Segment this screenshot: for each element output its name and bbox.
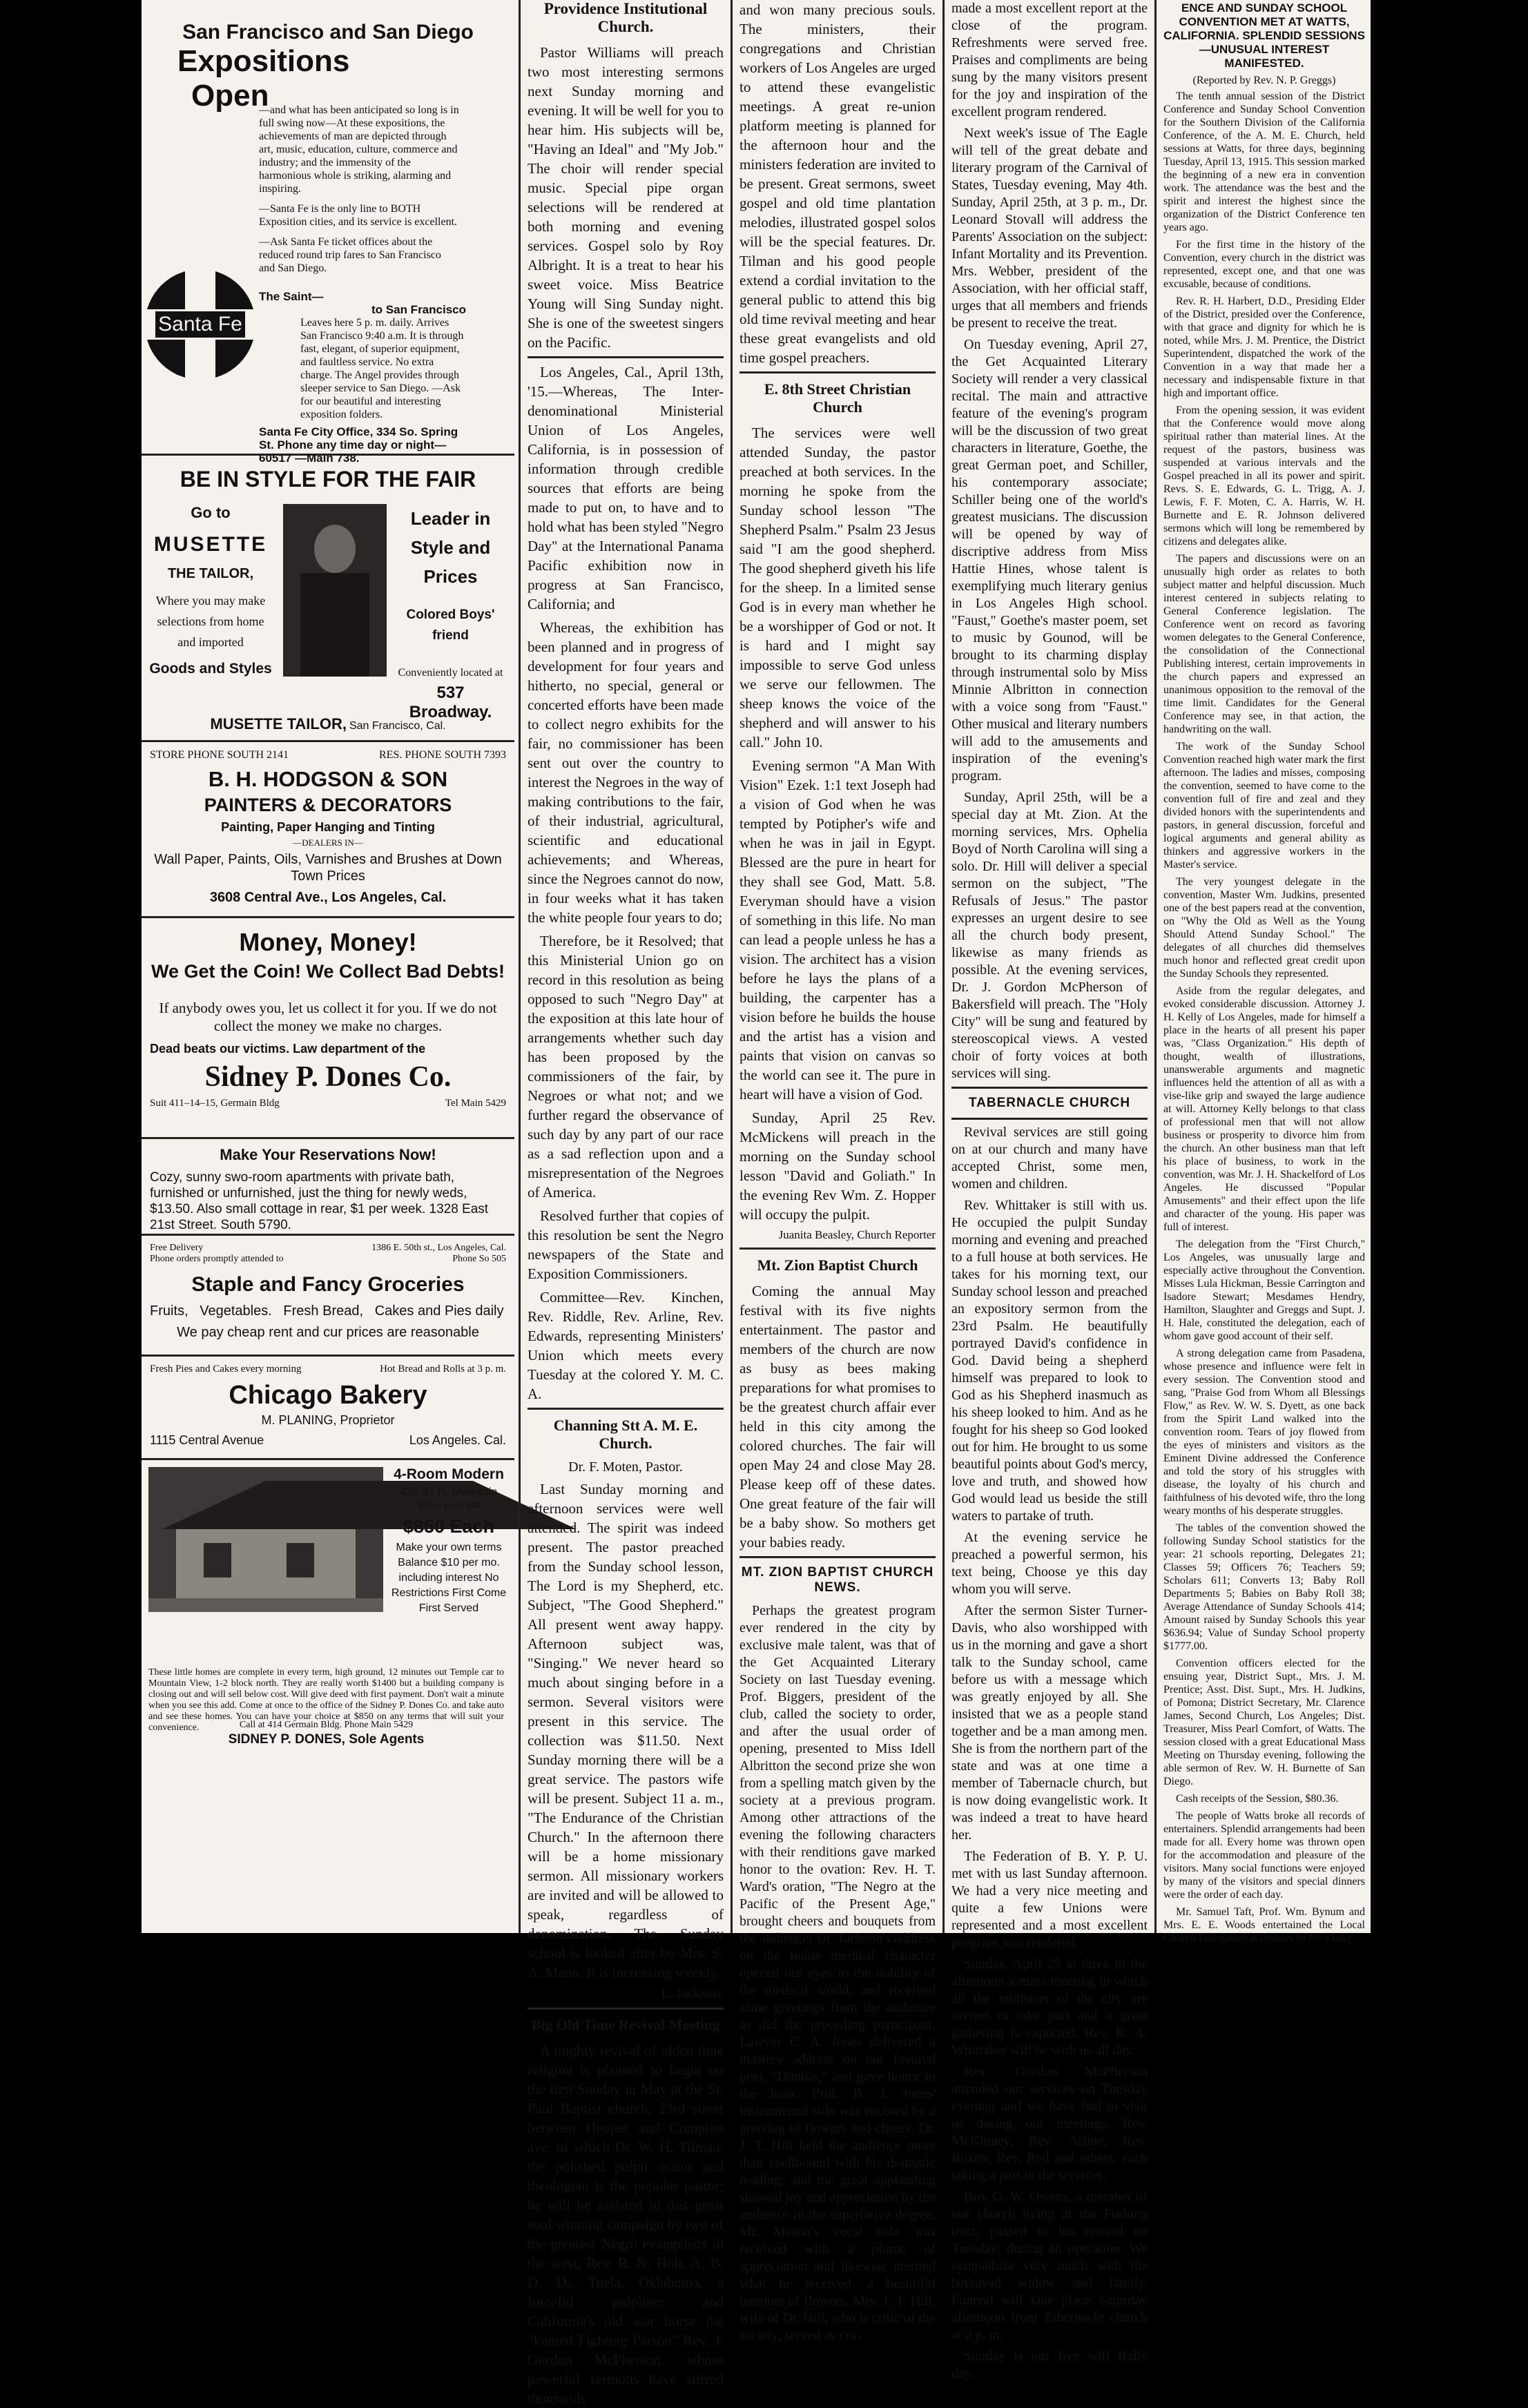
article-body: Resolved further that copies of this resolution be sent the Negro newspapers of the State and Exposition Commissioners. <box>528 1207 724 1282</box>
homes-details: 4-Room Modern 435-37 N. Mountain View avenue $850 Each Make your own terms Balance $10 per mo. including interest No Restrictions First Come First Served <box>391 1466 507 1614</box>
ad-headline-open: Open <box>191 79 269 113</box>
ad-headline: BE IN STYLE FOR THE FAIR <box>180 467 476 492</box>
santa-fe-expositions-ad <box>142 0 514 465</box>
pastor-line: Dr. F. Moten, Pastor. <box>568 1459 683 1475</box>
divider <box>528 1408 724 1410</box>
ad-headline: Chicago Bakery <box>229 1381 427 1410</box>
musette-tailor-ad <box>142 456 514 742</box>
column-3 <box>737 0 938 2343</box>
ad-phones: STORE PHONE SOUTH 2141 RES. PHONE SOUTH 7393 <box>150 749 506 761</box>
article-body: The services were well attended Sunday, the pastor preached at both services. In the morning he spoke from the Sunday school lesson "The Shepherd Psalm." Psalm 23 Jesus said "I am the good shepherd. The good shepherd giveth his life for the sheep. In a limited sense God is in every man whether he be a worshipper of God or not. It is hard and I might say impossible to serve God unless we serve our fellowmen. The sheep knows the voice of the shepherd and will answer to his call." John 10. <box>739 425 936 750</box>
article-body: Pastor Williams will preach two most interesting sermons next Sunday morning and evening. It will be well for you to hear him. His subjects will be, "Having an Ideal" and "My Job." The choir will render special music. Special pipe organ selections will be rendered at both morning and evening services. Gospel solo by Roy Albright. It is a treat to hear his sweet voice. Miss Beatrice Young will Sing Sunday night. She is one of the sweetest singers on the Pacific. <box>528 44 724 351</box>
groceries-ad: Free Delivery 1386 E. 50th st., Los Angeles, Cal. Phone orders promptly attended to Phone So 505 Staple and Fancy Groceries Fruits, Vegetables. Fresh Bread, Cakes and Pies daily We pay cheap rent and cur prices are reasonable <box>142 1236 514 1357</box>
newspaper-page <box>142 0 1371 2407</box>
article-body: Evening sermon "A Man With Vision" Ezek. 1:1 text Joseph had a vision of God when he was tempted by Potipher's wife and when he was in jail in Egypt. Blessed are the pure in heart for they shall see God, Matt. 5.8. Everyman should have a vision of something in this life. No man can lead a people unless he has a vision. The architect has a vision before he lays the plans of a building, the carpenter has a vision before he builds the house and the artist has a vision and paints that vision on canvas so the world can see it. The pure in heart will have a vision of God. <box>739 757 936 1103</box>
article-body: A strong delegation came from Pasadena, whose presence and influence were felt in every session. The Convention stood and sang, "Praise God from Whom all Blessings Flow," as Rev. W. W. S. Dyett, as one back from the Spirit Land walked into the convention room. Tears of joy flowed from the eyes of ministers and visitors as the Eminent Divine addressed the Conference and told the story of his struggles with disease, the loyalty of his church and faithfulness of his devoted wife, thro the long weary months of his desperate struggles. <box>1163 1348 1365 1517</box>
article-body: The papers and discussions were on an unusually high order as relates to both subject matter and helpful discussion. Much interest centered in subjects relating to General Conference legislation. The Conference went on record as favoring women delegates to the General Conference, the consolidation of the Connectional Publishing interest, certain improvements in the church papers and expressed an unanimous opposition to the removal of the time limit. Candidates for the General Conference may see, in that action, the handwriting on the wall. <box>1163 553 1365 735</box>
article-body: After the sermon Sister Turner-Davis, who also worshipped with us in the morning and gave a short talk to the Sunday school, came before us with a message which was greatly enjoyed by all. She insisted that we as a people stand together and be a man among men. She is from the northern part of the state and was at one time a member of Tabernacle church, but is now doing evangelistic work. It was indeed a treat to have heard her. <box>951 1603 1148 1843</box>
article-body: Whereas, the exhibition has been planned and in progress of development for four years and hitherto, no special, general or concerted efforts have been made to collect negro exhibits for the fair, no commissioner has been sent out over the country to interest the Negroes in the way of making contributions to the fair, of their industrial, agricultural, scientific and educational achievements; and Whereas, since the Negroes cannot do now, in four weeks what it has taken the white people four years to do; <box>528 619 724 926</box>
divider <box>739 371 936 373</box>
article-signature: Juanita Beasley, Church Reporter <box>778 1228 936 1241</box>
ad-headline: B. H. HODGSON & SON <box>208 767 448 791</box>
ad-body-expositions: —and what has been anticipated so long is in full swing now—At these expositions, the achievements of man are depicted through art, music, education, culture, commerce and industry; and the immensity of the harmonious whole is striking, alarming and inspiring. —Santa Fe is the only line to BOTH Exposition cities, and its service is excellent. —Ask Santa Fe ticket offices about the reduced round trip fares to San Francisco and San Diego. <box>259 104 459 274</box>
article-signature: L. Jackson. <box>661 1986 724 2001</box>
ad-headline: San Francisco and San Diego <box>182 21 474 43</box>
article-body: The Federation of B. Y. P. U. met with us last Sunday afternoon. We had a very nice meeting and quite a few Unions were represented and a most excellent program was rendered. <box>951 1849 1148 1950</box>
ad-headline: Make Your Reservations Now! <box>220 1146 436 1163</box>
article-body: For the first time in the history of the Convention, every church in the district was represented, except one, and that one was excusable, because of conditions. <box>1163 239 1365 290</box>
headline-mt-zion-church: Mt. Zion Baptist Church <box>757 1256 918 1274</box>
article-body: On Tuesday evening, April 27, the Get Acquainted Literary Society will render a very classical recital. The main and attractive feature of the evening's program will be the discussion of two great characters in literature, Goethe, the great German poet, and Schiller, his contemporary associate; Schiller being one of the world's greatest musicians. The discussion will be opened by way of discriptive address from Miss Hattie Hines, whose talent is exemplifying much literary genius in Los Angeles High school. "Faust," Goethe's master poem, set to music by Gounod, will be brought to its charming display through instrumental solo by Miss Minnie Albritton in connection with a voice song from "Faust." Other musical and literary numbers will add to the amusements and inspiration of the evening's program. <box>951 337 1148 784</box>
ad-saint-train: The Saint— to San Francisco Leaves here 5 p. m. daily. Arrives San Francisco 9:40 a.m. It is through fast, elegant, of superior equipment, and faultless service. No extra charge. The Angel provides through sleeper service to San Diego. —Ask for our beautiful and interesting exposition folders. Santa Fe City Office, 334 So. Spring St. Phone any time day or night—60517 —Main 738. <box>259 290 466 465</box>
article-body: Next week's issue of The Eagle will tell of the great debate and literary program of the Carnival of States, Tuesday evening, May 4th. Sunday, April 25th, at 3 p. m., Dr. Leonard Stovall will address the Parents' Association on the subject: Infant Mortality and its Prevention. Mrs. Webber, president of the Association, with her official staff, urges that all members and friends be present to receive the treat. <box>951 126 1148 331</box>
article-body: At the evening service he preached a powerful sermon, his text being, Choose ye this day whom you will serve. <box>951 1530 1148 1597</box>
article-body: A mighty revival of olden time religion is planned to begin on the first Sunday in May at the St. Paul Baptist church, 23rd street between Hooper and Compton ave. of which Dr. W. H. Tilman, the polished pulpit orator and theologian is the popular pastor; he will be assisted in this great soul winning campaign by two of the greatest Negro evangelists in the west, Rev. R. N. Holt, A. B. D. D., Tuela, Oklahoma, a forceful pulpiteer and California's old war horse the "Famed Fighting Parson" Rev. J. Gordon McPherson, whose powerful sermons have stirred thousands <box>528 2042 724 2407</box>
dones-collections-ad: Money, Money! We Get the Coin! We Collect Bad Debts! If anybody owes you, let us collect it for you. If we do not collect the money we make no charges. Dead beats our victims. Law department of the Sidney P. Dones Co. Suit 411–14–15, Germain Bldg Tel Main 5429 <box>142 918 514 1139</box>
headline-e8th-church: E. 8th Street Christian Church <box>764 380 911 416</box>
article-body: Therefore, be it Resolved; that this Ministerial Union go on record in this resolution as being opposed to such "Negro Day" at the exposition at this late hour of arrangements whether such day has been proposed by the commissioners of the fair, by Negroes or what not; and we further regard the observance of such day by any part of our race as a sad reflection upon and a misrepresentation of the Negroes of America. <box>528 933 724 1201</box>
article-body: The work of the Sunday School Convention reached high water mark the first afternoon. The ladies and misses, composing the convention, seemed to have come to the convention full of fire and zeal and they divided honors with the superintendents and pastors, in general discussion, forceful and logical arguments and general ability as thinkers and aggressive workers in the Master's service. <box>1163 741 1365 871</box>
headline-channing-church: Channing Stt A. M. E. Church. <box>553 1417 698 1452</box>
divider <box>951 1087 1148 1089</box>
article-body: Last Sunday morning and afternoon services were well attended. The spirit was indeed present. The pastor preached from the Sunday school lesson, The Lord is my Shepherd, etc. Subject, "The Good Shepherd." All present went away happy. Afternoon subject was, "Singing." We never heard so much about singing before in a sermon. Several visitors were present in this service. The collection was $11.50. Next Sunday morning there will be a great service. The pastors wife will be present. Subject 11 a. m., "The Endurance of the Christian Church." In the afternoon there will be a home missionary sermon. All missionary workers are invited and will be allowed to speak, regardless of denomination. The Sunday school is looked after by Mrs. S. A. Mann. It is increasing weekly. <box>528 1481 724 1981</box>
column-2 <box>525 0 726 2407</box>
column-5 <box>1161 0 1368 1944</box>
article-body: made a most excellent report at the close of the program. Refreshments were served free. Praises and compliments are being sung by the many visitors present for the joy and inspiration of the excellent program rendered. <box>951 1 1148 119</box>
article-body: The tables of the convention showed the following Sunday School statistics for the year: 21 schools reporting, Delegates 21; Classes 59; Officers 76; Teachers 59; Scholars 611; Converts 13; Baby Roll Departments 5; Babies on Baby Roll 38; Average Attendance of Sunday Schools 414; Amount raised by Sunday Schools this year $636.94; Value of Sunday School property $1777.00. <box>1163 1522 1365 1652</box>
ad-headline: Staple and Fancy Groceries <box>191 1273 465 1296</box>
column-ads <box>142 0 514 1933</box>
article-body: Rev. Whittaker is still with us. He occupied the pulpit Sunday morning and evening and preached to a full house at both services. He takes for his morning text, our Sunday school lesson and preached an expository sermon from the 23rd Psalm. He beautifully portrayed David's confidence in God. David being a shepherd himself was prepared to look to God as his Shepherd inasmuch as his sheep looked to him. And as he fought for his sheep so God looked out for him. He brought to us some beautiful points about God's mercy, love and truth, and showed how God would lead us beside the still waters to partake of truth. <box>951 1198 1148 1524</box>
headline-providence-church: Providence Institutional Church. <box>543 0 708 35</box>
article-body: Revival services are still going on at our church and many have accepted Christ, some men, women and children. <box>951 1125 1148 1192</box>
article-body: Sunday, April 25 Rev. McMickens will preach in the morning on the Sunday school lesson "David and Goliath." In the evening Rev Wm. Z. Hopper will occupy the pulpit. <box>739 1109 936 1223</box>
article-body: Perhaps the greatest program ever rendered in the city by exclusive male talent, was that of the Get Acquainted Literary Society on last Tuesday evening. Prof. Biggers, president of the club, called the society to order, and after the usual order of opening, presented to Miss Idell Albritton the second prize she won from a spelling match given by the society at a previous program. Among other attractions of the evening the following characters with their renditions gave marked honor to the ovation: Rev. H. T. Ward's oration, "The Negro at the Pacific of the Present Age," brought cheers and bouquets from the audience; Dr. Tarleton's address on the noble medical character opened our eyes to the nobility of the medical world, and received same greetings from the audience as did the preceding participant. Lawyer C. A. Jones delivered a mastery address on our favored poet, "Dunbar," and gave honor to the hour. Prof. B. J. Jones' instrumental solo was encored by a greeting of flowers and cheers. Dr. J. T. Hill held the audience more than spellbound with his dramatic reading; and the great applauding showed joy and appreciation by the audience in the superlative degree. Mr. Mason's vocal solo was received with a plume of appreciation and likewise merited what he received, a beautiful bouquet of flowers. Mrs. J. T. Hill, wife of Dr. Hill, who is critic of the society, served as crit- <box>739 1603 936 2343</box>
ad-headline: Money, Money! <box>239 928 417 956</box>
headline-mt-zion-news: MT. ZION BAPTIST CHURCH NEWS. <box>741 1565 934 1595</box>
article-body: Los Angeles, Cal., April 13th, '15.—Whereas, The Inter-denominational Ministerial Union of Los Angeles, California, is in possession of information through credible sources that efforts are being made to put on, to have and to hold what has been styled "Negro Day" at the International Panama Pacific exhibition now in progress at San Francisco, California; and <box>528 364 724 612</box>
headline-tabernacle-church: TABERNACLE CHURCH <box>968 1096 1131 1110</box>
article-body: The very youngest delegate in the convention, Master Wm. Judkins, presented one of the best papers read at the convention, on "Why the Old as Well as the Young Should Attend Sunday School." The delegates of all churches did themselves much honor and reflected great credit upon the Sunday Schools they represented. <box>1163 876 1365 980</box>
musette-footer: MUSETTE TAILOR, San Francisco, Cal. <box>210 715 446 732</box>
column-rule <box>942 0 945 1933</box>
article-body: Sunday, April 25 at three in the afternoon a mass meeting in which all the ministers of the city are invited to take part and a great gathering is expected. Rev. R. A. Whittaker will be with us all day. <box>951 1956 1148 2058</box>
article-body: The people of Watts broke all records of entertainers. Splendid arrangements had been made for all. Every home was thrown open for the accommodation and pleasure of the visitors. Many social functions were enjoyed by many of the visitors and special dinners were the order of each day. <box>1163 1810 1365 1901</box>
divider <box>739 1247 936 1250</box>
musette-left-text: Go to MUSETTE THE TAILOR, Where you may make selections from home and imported Goods and Styles <box>149 504 272 677</box>
divider <box>951 1118 1148 1120</box>
divider <box>739 1556 936 1558</box>
tailor-portrait-image <box>283 504 387 677</box>
article-body: The delegation from the "First Church," Los Angeles, was unusually large and especially active throughout the Convention. Misses Lula Hickman, Bessie Carrington and Isadore Stewart; Mesdames Hendry, Hamilton, Slaughter and Greggs and Supt. J. H. Hale, constituted the delegation, each of whom gave good account of their self. <box>1163 1239 1365 1342</box>
santa-fe-logo-icon: Santa Fe <box>145 269 255 380</box>
column-4 <box>949 0 1150 2381</box>
chicago-bakery-ad: Fresh Pies and Cakes every morning Hot Bread and Rolls at 3 p. m. Chicago Bakery M. PLANING, Proprietor 1115 Central Avenue Los Angeles. Cal. <box>142 1357 514 1460</box>
apartment-reservations-ad: Make Your Reservations Now! Cozy, sunny swo-room apartments with private bath, furnished or unfurnished, just the thing for newly weds, $13.50. Also small cottage in rear, $1 per week. 1328 East 21st Street. South 5790. <box>142 1139 514 1236</box>
column-rule <box>1154 0 1157 1933</box>
article-body: Bro. G. W. Owens, a member of our church living at the Furlong tract, passed to his reward on Tuesday, during an operation. We sympathize very much with the bereaved widow and family. Funeral will take place Saturday afternoon from Tabernacle church at 2 p. m. <box>951 2189 1148 2342</box>
article-body: and won many precious souls. The ministers, their congregations and Christian workers of Los Angeles are urged to attend these evangelistic meetings. A great re-union platform meeting is planned for the afternoon hour and the ministers federation are invited to be present. Great sermons, sweet gospel and old time plantation melodies, illustrated gospel solos will be the special features. Dr. Tilman and his good people extend a cordial invitation to the general public to attend this big old time revival meeting and hear these great evangelists and old time gospel preachers. <box>739 1 936 366</box>
article-body: Mr. Samuel Taft, Prof. Wm. Bynum and Mrs. E. E. Woods entertained the Local Church Delegation at dinners fit for a king. <box>1163 1906 1365 1944</box>
column-rule <box>519 0 521 1933</box>
article-body: The tenth annual session of the District Conference and Sunday School Convention for the Southern Division of the California Conference, of the A. M. E. Church, held sessions at Watts, for three days, beginning Tuesday, April 13, 1915. This session marked the beginning of a new era in convention work. The attendance was the best and the spirit and interest the highest since the organization of the District Conference ten years ago. <box>1163 90 1365 233</box>
headline-revival-meeting: Big Old Time Revival Meeting <box>531 2017 720 2033</box>
article-body: Convention officers elected for the ensuing year, District Supt., Mrs. J. M. Prentice; Asst. Dist. Supt., Mrs. H. Judkins, of Pomona; District Secretary, Mr. Clarence James, Second Church, Los Angeles; Dist. Treasurer, Miss Pearl Comfort, of Watts. The session closed with a great Educational Mass Meeting on Thursday evening, following the able sermon of Rev. W. H. Burnette of San Diego. <box>1163 1658 1365 1787</box>
divider <box>528 2008 724 2010</box>
house-photo-image <box>148 1467 383 1612</box>
hodgson-painters-ad: STORE PHONE SOUTH 2141 RES. PHONE SOUTH 7393 B. H. HODGSON & SON PAINTERS & DECORATORS Painting, Paper Hanging and Tinting —DEALERS IN— Wall Paper, Paints, Oils, Varnishes and Brushes at Down Town Prices 3608 Central Ave., Los Angeles, Cal. <box>142 742 514 918</box>
article-body: Rev. R. H. Harbert, D.D., Presiding Elder of the District, presided over the Conference, with that grace and dignity for which he is noted, while Mrs. J. M. Prentice, the District Superintendent, dispatched the work of the Convention in a way that made her a necessary and indispensable fixture in that high and important office. <box>1163 295 1365 399</box>
divider <box>528 356 724 358</box>
article-body: Coming the annual May festival with its five nights entertainment. The pastor and members of the church are now as busy as bees making preparations for what promises to be the greatest church affair ever held in this city among the colored churches. The fair will open May 24 and close May 28. Please keep off of these dates. One great feature of the fair will be a baby show. So mothers get your babies ready. <box>739 1283 936 1551</box>
article-body: Cash receipts of the Session, $80.36. <box>1176 1793 1339 1805</box>
article-body: Aside from the regular delegates, and evoked considerable discussion. Attorney J. H. Kelly of Los Angeles, made for himself a place in the hearts of all present his paper was, "Class Organization." His depth of thought, wealth of illustrations, unanswerable arguments and magnetic influences held the attention of all as with a vise-like grip and swayed the large audience at will. Attorney Kelly belongs to that class of professional men that will not allow business or prosperity to divorce him from the church. An other business man that left his place of business, to work in the convention, was Mr. J. H. Shackelford of Los Angeles. He discussed "Popular Amusements" and their effect upon the life and character of the young. His paper was full of interest. <box>1163 985 1365 1233</box>
column-rule <box>731 0 733 1933</box>
article-body: Rev. Gordon McPherson attended our services on Tuesday evening and we have had to visit us during our meetings, Rev. McKinney, Rev. Arline, Rev. Rozier, Rev. Red and others, each taking a part in the services. <box>951 2064 1148 2183</box>
byline: (Reported by Rev. N. P. Greggs) <box>1192 75 1336 86</box>
homes-for-sale-ad: 4-Room Modern 435-37 N. Mountain View avenue $850 Each Make your own terms Balance $10 per mo. including interest No Restrictions First Come First Served These little homes are complete in every term, high ground, 12 minutes out Temple car to Mountain View, 1-2 block north. They are really worth $1400 but a building company is closing out and will sell below cost. Will give deed with first payment. Don't wait a minute when you see this add. Come at once to the office of the Sidney P. Dones Co. and take auto and see these homes. You can have your choice at $850 on any terms that will suit your convenience. Call at 414 Germain Bldg. Phone Main 5429 SIDNEY P. DONES, Sole Agents <box>142 1460 514 1750</box>
article-body: From the opening session, it was evident that the Conference would move along spiritual rather than material lines. At the request of the pastors, business was suspended at various intervals and the Gospel preached in all its power and spirit. Revs. S. E. Edwards, G. L. Trigg, A. J. Lewis, F. F. Moten, C. A. Harris, W. H. Burnette and E. R. Johnson delivered sermons which will long be remembered by citizens and delegates alike. <box>1163 405 1365 547</box>
ad-headline-expositions: Expositions <box>177 44 350 78</box>
article-body: Committee—Rev. Kinchen, Rev. Riddle, Rev. Arline, Rev. Edwards, representing Ministers' Union which meets every Tuesday at the colored Y. M. C. A. <box>528 1289 724 1402</box>
musette-right-text: Leader in Style and Prices Colored Boys' friend Conveniently located at 537 Broadway. <box>398 508 503 721</box>
article-body: Sunday is our free will Rally day. <box>951 2349 1148 2381</box>
headline-conference-watts: ENCE AND SUNDAY SCHOOL CONVENTION MET AT WATTS, CALIFORNIA. SPLENDID SESSIONS—UNUSUAL INTEREST MANIFESTED. <box>1163 1 1365 70</box>
article-body: Sunday, April 25th, will be a special day at Mt. Zion. At the morning services, Mrs. Ophelia Boyd of North Carolina will sing a solo. Dr. Hill will deliver a special sermon on the subject, "The Refusals of Jesus." The pastor expresses an urgent desire to see all the church body present, likewise as many friends as possible. At the evening services, Dr. J. Gordon McPherson of Bakersfield will preach. The "Holy City" will be sung and featured by stereoscopical views. A vested choir of forty voices at both services will sing. <box>951 790 1148 1081</box>
